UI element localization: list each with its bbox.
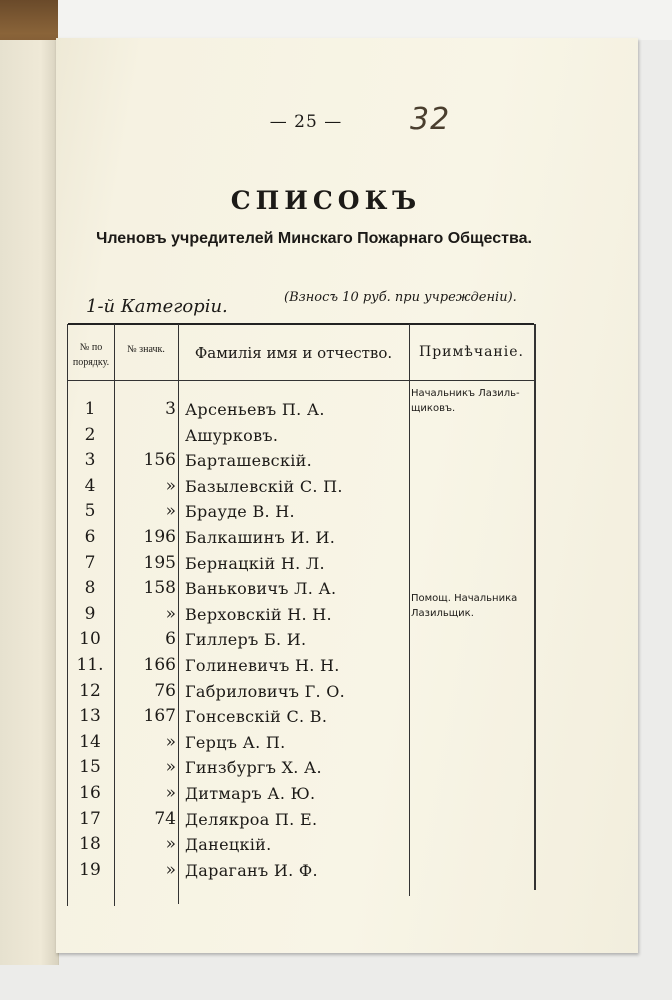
header-name: Фамилія имя и отчество. (194, 344, 393, 362)
row-number: 12 (79, 680, 101, 701)
row-number: 2 (84, 424, 96, 445)
handwritten-number: 32 (410, 102, 451, 137)
fee-note: (Взносъ 10 руб. при учрежденіи). (284, 290, 517, 305)
row-name: Брауде В. Н. (185, 502, 295, 522)
table-row (68, 499, 534, 525)
row-name: Дитмаръ А. Ю. (185, 783, 316, 803)
row-number: 18 (79, 834, 101, 855)
row-number: 17 (79, 808, 101, 829)
row-badge: » (165, 834, 176, 855)
row-badge: » (165, 782, 176, 803)
row-name: Гинзбургъ Х. А. (185, 758, 322, 778)
row-badge: » (165, 731, 176, 752)
row-badge: 196 (143, 526, 176, 547)
row-name: Ваньковичъ Л. А. (185, 579, 337, 599)
row-name: Барташевскій. (185, 451, 313, 471)
row-name: Ашурковъ. (185, 425, 279, 445)
row-name: Габриловичъ Г. О. (185, 681, 346, 701)
row-name: Гонсевскій С. В. (185, 707, 328, 727)
row-number: 5 (84, 501, 96, 522)
row-badge: » (165, 859, 176, 880)
row-badge: » (165, 475, 176, 496)
table-row (68, 551, 534, 577)
row-number: 1 (84, 399, 96, 419)
row-note (411, 591, 543, 621)
table-row (68, 627, 534, 653)
table-row (68, 448, 534, 474)
background (0, 0, 672, 40)
note-line: Начальникъ Лазиль- (411, 388, 520, 399)
table-row (68, 807, 534, 833)
row-badge: 166 (143, 654, 176, 675)
row-badge: 76 (154, 680, 176, 701)
row-name: Базылевскій С. П. (185, 476, 343, 496)
row-name: Гиллеръ Б. И. (185, 630, 307, 650)
table-row (68, 679, 534, 705)
table-row (68, 858, 534, 884)
header-badge: № значк. (127, 344, 165, 355)
row-note (411, 386, 543, 416)
note-line: Помощ. Начальника (411, 592, 518, 604)
row-number: 6 (84, 526, 96, 547)
row-number: 8 (84, 578, 96, 599)
row-badge: 3 (165, 399, 176, 419)
category-label: 1-й Категоріи. (86, 296, 228, 317)
note-line: Лазильщик. (411, 607, 474, 619)
note-line: щиковъ. (411, 403, 456, 414)
row-badge: 167 (143, 706, 176, 727)
document-page (56, 38, 638, 953)
members-table-body (68, 397, 534, 883)
row-number: 9 (84, 603, 96, 624)
row-name: Голиневичъ Н. Н. (185, 655, 340, 675)
row-name: Делякроа П. Е. (185, 809, 318, 829)
table-row (68, 423, 534, 449)
row-number: 14 (79, 731, 101, 752)
document-subtitle: Членовъ учредителей Минскаго Пожарнаго Общества. (96, 230, 532, 247)
table-row (68, 525, 534, 551)
table-row (68, 704, 534, 730)
row-name: Балкашинъ И. И. (185, 527, 336, 547)
row-number: 13 (79, 706, 101, 727)
table-row (68, 730, 534, 756)
document-title: СПИСОКЪ (230, 186, 422, 215)
row-badge (114, 423, 176, 449)
table-row (68, 832, 534, 858)
table-header-rule (68, 380, 534, 381)
row-badge: 74 (154, 808, 176, 829)
row-name: Герцъ А. П. (185, 732, 286, 752)
page-number: — 25 — (269, 112, 343, 132)
row-name: Данецкій. (185, 835, 272, 855)
previous-page-edge (0, 40, 59, 965)
row-number: 11. (76, 654, 104, 675)
row-number: 15 (79, 757, 101, 778)
table-top-rule (68, 323, 534, 325)
row-badge: 158 (143, 578, 176, 599)
table-row (68, 781, 534, 807)
row-number: 19 (79, 859, 101, 880)
row-number: 4 (84, 475, 96, 496)
table-row (68, 653, 534, 679)
row-badge: 6 (165, 629, 176, 650)
table-row (68, 474, 534, 500)
row-name: Бернацкій Н. Л. (185, 553, 325, 573)
header-note: Примѣчаніе. (419, 344, 524, 360)
row-badge: » (165, 757, 176, 778)
row-badge: 195 (143, 552, 176, 573)
row-number: 7 (84, 552, 96, 573)
row-badge: » (165, 603, 176, 624)
row-name: Верховскій Н. Н. (185, 604, 332, 624)
row-number: 16 (79, 782, 101, 803)
row-name: Дараганъ И. Ф. (185, 860, 318, 880)
table-row (68, 755, 534, 781)
row-badge: 156 (143, 450, 176, 471)
row-number: 10 (79, 629, 101, 650)
row-name: Арсеньевъ П. А. (185, 400, 325, 419)
header-number: № по порядку. (72, 342, 110, 368)
row-number: 3 (84, 450, 96, 471)
row-badge: » (165, 501, 176, 522)
